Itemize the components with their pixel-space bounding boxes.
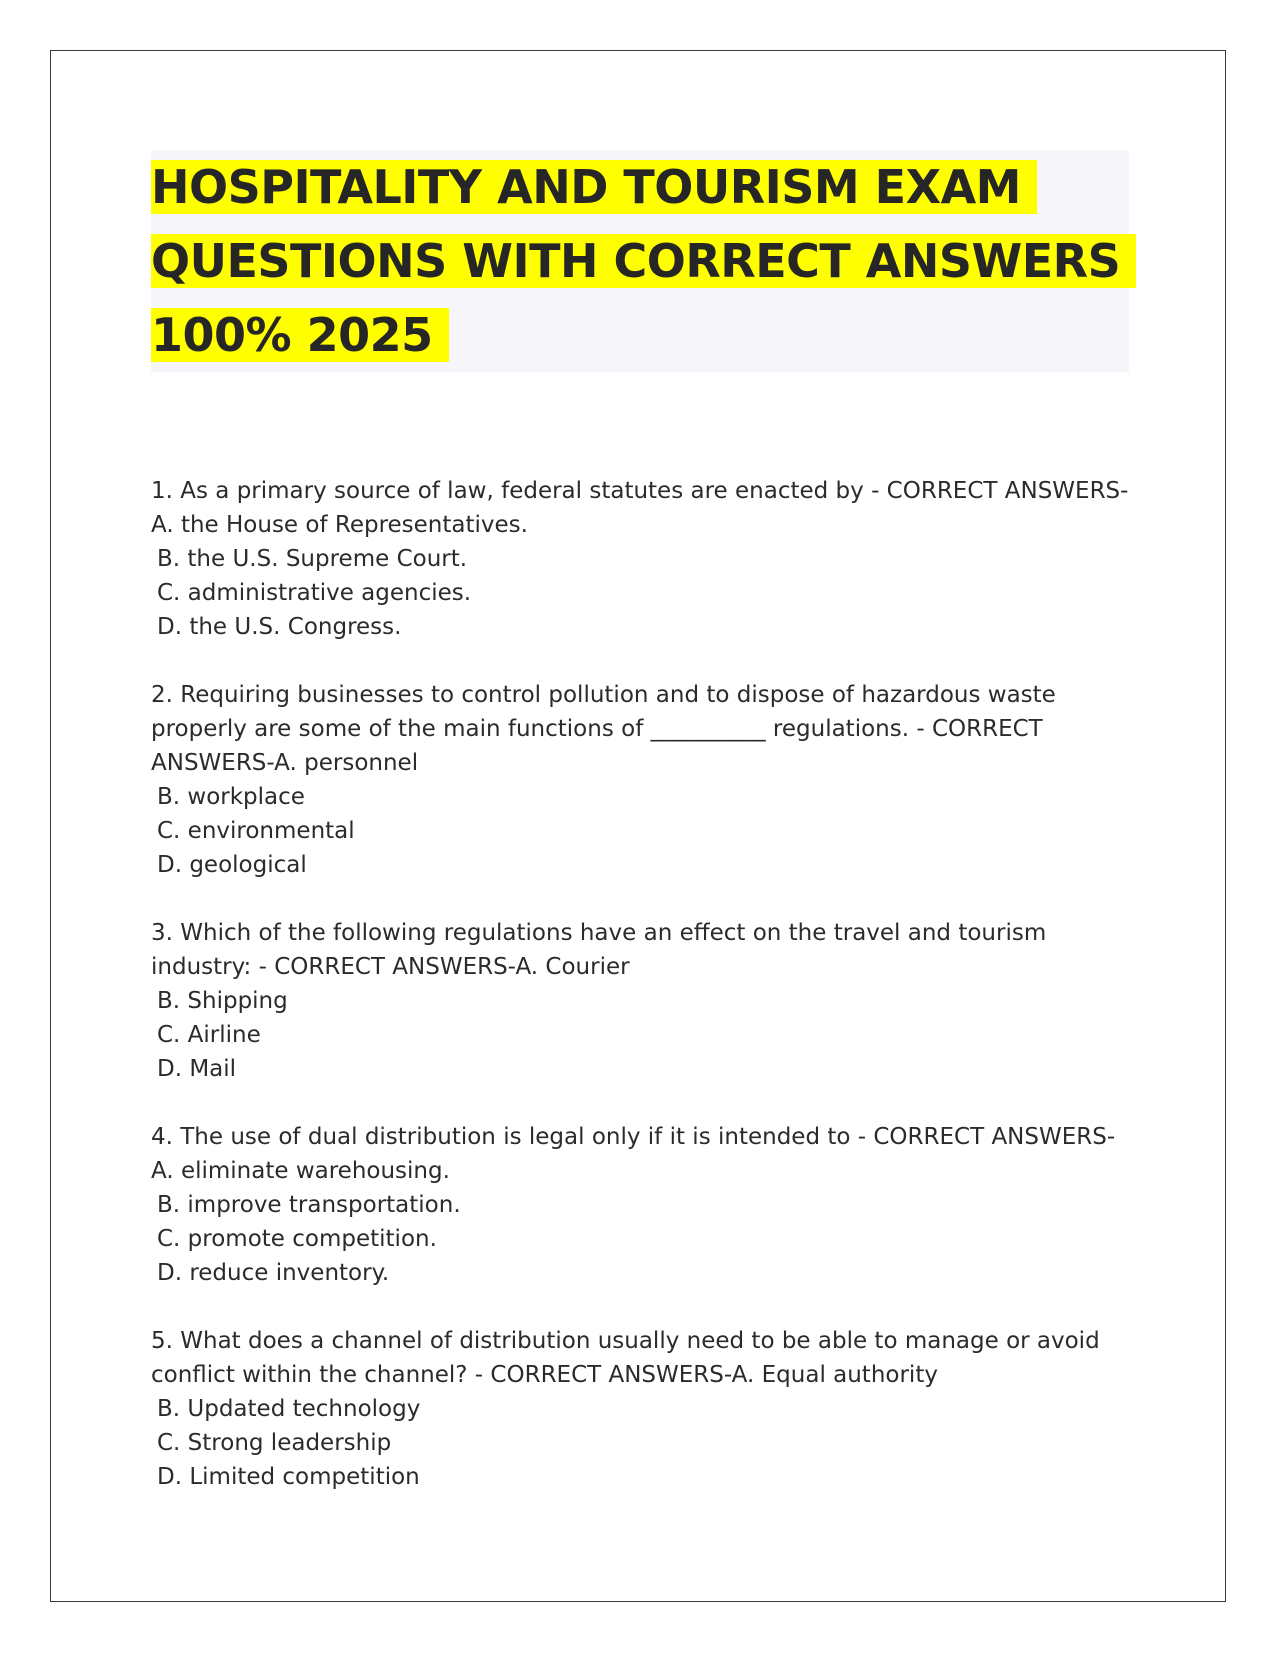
answer-option-b: B. Updated technology	[157, 1396, 421, 1422]
question-text: 1. As a primary source of law, federal statutes are enacted by - CORRECT ANSWERS-A. the House of Representatives.	[151, 478, 1129, 538]
question-text: 2. Requiring businesses to control pollution and to dispose of hazardous waste properly are some of the main functions of __________ regulations. - CORRECT ANSWERS-A. personnel	[151, 682, 1056, 776]
question-3	[151, 916, 1131, 1086]
question-1	[151, 474, 1131, 644]
answer-option-c: C. Strong leadership	[157, 1430, 392, 1456]
answer-option-c: C. promote competition.	[157, 1226, 437, 1252]
answer-option-d: D. geological	[157, 852, 307, 878]
answer-option-b: B. the U.S. Supreme Court.	[157, 546, 468, 572]
answer-option-c: C. environmental	[157, 818, 355, 844]
answer-option-d: D. Mail	[157, 1056, 237, 1082]
answer-option-c: C. Airline	[157, 1022, 261, 1048]
question-5	[151, 1324, 1131, 1494]
answer-option-c: C. administrative agencies.	[157, 580, 472, 606]
document-title	[151, 150, 1129, 372]
question-4	[151, 1120, 1131, 1290]
answer-option-b: B. Shipping	[157, 988, 288, 1014]
question-text: 4. The use of dual distribution is legal only if it is intended to - CORRECT ANSWERS-A. eliminate warehousing.	[151, 1124, 1116, 1184]
question-text: 5. What does a channel of distribution usually need to be able to manage or avoid conflict within the channel? - CORRECT ANSWERS-A. Equal authority	[151, 1328, 1100, 1388]
answer-option-b: B. improve transportation.	[157, 1192, 461, 1218]
question-2	[151, 678, 1131, 882]
question-list	[151, 474, 1131, 1528]
answer-option-d: D. Limited competition	[157, 1464, 420, 1490]
title-block	[151, 150, 1129, 372]
answer-option-d: D. reduce inventory.	[157, 1260, 390, 1286]
question-text: 3. Which of the following regulations have an effect on the travel and tourism industry: - CORRECT ANSWERS-A. Courier	[151, 920, 1047, 980]
title-highlight: HOSPITALITY AND TOURISM EXAM QUESTIONS WITH CORRECT ANSWERS 100% 2025	[151, 160, 1136, 362]
answer-option-d: D. the U.S. Congress.	[157, 614, 402, 640]
answer-option-b: B. workplace	[157, 784, 305, 810]
